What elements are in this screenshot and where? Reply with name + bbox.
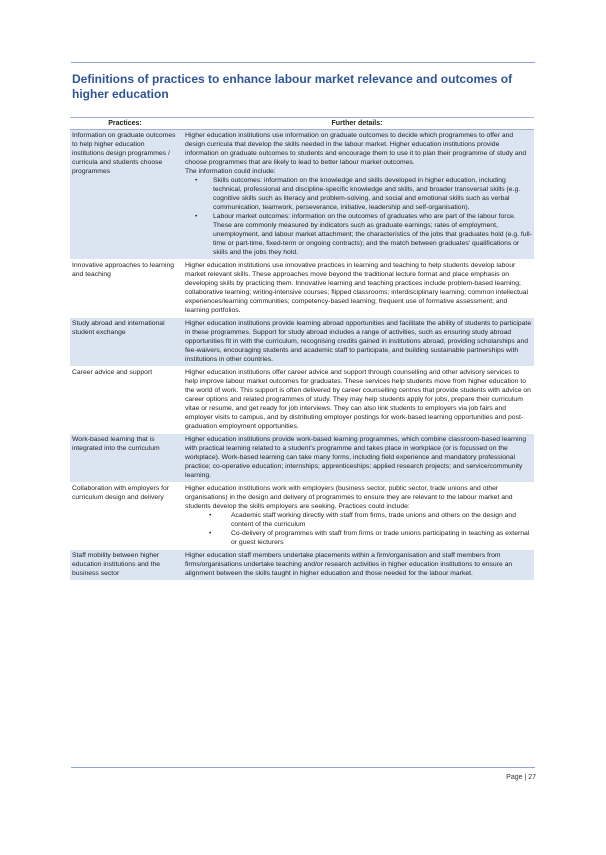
table-header-row <box>70 118 534 130</box>
section-title: Definitions of practices to enhance labour market relevance and outcomes of higher education <box>72 72 513 101</box>
practices-table <box>70 117 534 581</box>
details-text: The information could include: <box>185 168 276 175</box>
details-cell <box>180 483 534 550</box>
details-text: Higher education institutions use information on graduate outcomes to decide which programmes to offer and design curricula that develop the skills needed in the labour market. Higher education institutions provide information on graduate outcomes to students and encourage them to use it to plan their programme of study and choose programmes that are likely to lead to better labour market outcomes. <box>185 132 527 166</box>
table-row <box>70 318 534 367</box>
practice-cell: Study abroad and international student exchange <box>70 318 180 367</box>
bullet-item: • Labour market outcomes: information on the outcomes of graduates who are part of the labour force. These are commonly measured by indicators such as graduate earnings; rates of employment, unemployment, and labour market attachment; the characteristics of the jobs that graduates hold (e.g. full-time or part-time, fixed-term or ongoing contracts); and the match between graduates' qualifications or skills and the jobs they hold. <box>213 212 532 257</box>
details-cell: Higher education institutions provide work-based learning programmes, which combine classroom-based learning with practical learning related to a student's programme and takes place in workplace (or is focussed on the workplace). Work-based learning can take many forms, including field experience and mandatory professional practice; co-operative education; internships; apprenticeships; applied research projects; and service/community learning. <box>180 434 534 483</box>
practice-cell: Collaboration with employers for curriculum design and delivery <box>70 483 180 550</box>
bullet-list <box>185 176 532 257</box>
details-cell <box>180 130 534 260</box>
details-cell: Higher education institutions use innovative practices in learning and teaching to help students develop labour market relevant skills. These approaches move beyond the traditional lecture format and place emphasis on developing skills by practicing them. Innovative learning and teaching practices include problem-based learning; collaborative learning; writing-intensive courses; flipped classrooms; interdisciplinary learning; common intellectual experiences/learning communities; competency-based learning; frequent use of formative assessment; and learning portfolios. <box>180 260 534 318</box>
table-row <box>70 130 534 260</box>
table-row <box>70 367 534 434</box>
bottom-rule <box>71 767 535 768</box>
practice-cell: Staff mobility between higher education institutions and the business sector <box>70 550 180 581</box>
table-row <box>70 434 534 483</box>
table-row <box>70 550 534 581</box>
details-cell: Higher education institutions offer career advice and support through counselling and other advisory services to help improve labour market outcomes for graduates. These services help students move from higher education to the world of work. This support is often delivered by career counselling centres that provide students with advice on career options and related programmes of study. They may help students apply for jobs, prepare their curriculum vitae or resume, and get ready for job interviews. They can also link students to employers via job fairs and employer visits to campus, and by distributing employer postings for work-based learning opportunities and post-graduation employment opportunities. <box>180 367 534 434</box>
details-cell: Higher education staff members undertake placements within a firm/organisation and staff members from firms/organisations undertake teaching and/or research activities in higher education institutions to ensure an alignment between the skills taught in higher education and those needed for the labour market. <box>180 550 534 581</box>
practice-cell: Work-based learning that is integrated into the curriculum <box>70 434 180 483</box>
bullet-list <box>185 511 532 547</box>
top-rule <box>71 62 535 63</box>
practice-cell: Career advice and support <box>70 367 180 434</box>
details-cell: Higher education institutions provide learning abroad opportunities and facilitate the ability of students to participate in these programmes. Support for study abroad includes a range of activities, such as ensuring study abroad opportunities fit in with the curriculum, recognising credits gained in institutions abroad, providing scholarships and fee-waivers, encouraging students and academic staff to participate, and building sustainable partnerships with institutions in other countries. <box>180 318 534 367</box>
practice-cell: Innovative approaches to learning and teaching <box>70 260 180 318</box>
bullet-item: • Academic staff working directly with staff from firms, trade unions and others on the design and content of the curriculum <box>231 511 532 529</box>
practice-cell: Information on graduate outcomes to help higher education institutions design programmes / curricula and students choose programmes <box>70 130 180 260</box>
page-number: Page | 27 <box>506 774 536 781</box>
header-further-details: Further details: <box>180 118 534 130</box>
details-text: Higher education institutions work with employers (business sector, public sector, trade unions and other organisations) in the design and delivery of programmes to ensure they are relevant to the labour market and students develop the skills employers are seeking. Practices could include: <box>185 485 513 510</box>
header-practices: Practices: <box>70 118 180 130</box>
table-row <box>70 260 534 318</box>
table-row <box>70 483 534 550</box>
bullet-item: • Co-delivery of programmes with staff from firms or trade unions participating in teaching as external or guest lecturers <box>231 529 532 547</box>
bullet-item: • Skills outcomes: information on the knowledge and skills developed in higher education, including technical, professional and discipline-specific knowledge and skills, and broader transversal skills (e.g. cognitive skills such as literacy and problem-solving, and social and emotional skills such as verbal communication, teamwork, perseverance, initiative, leadership and self-organisation). <box>213 176 532 212</box>
